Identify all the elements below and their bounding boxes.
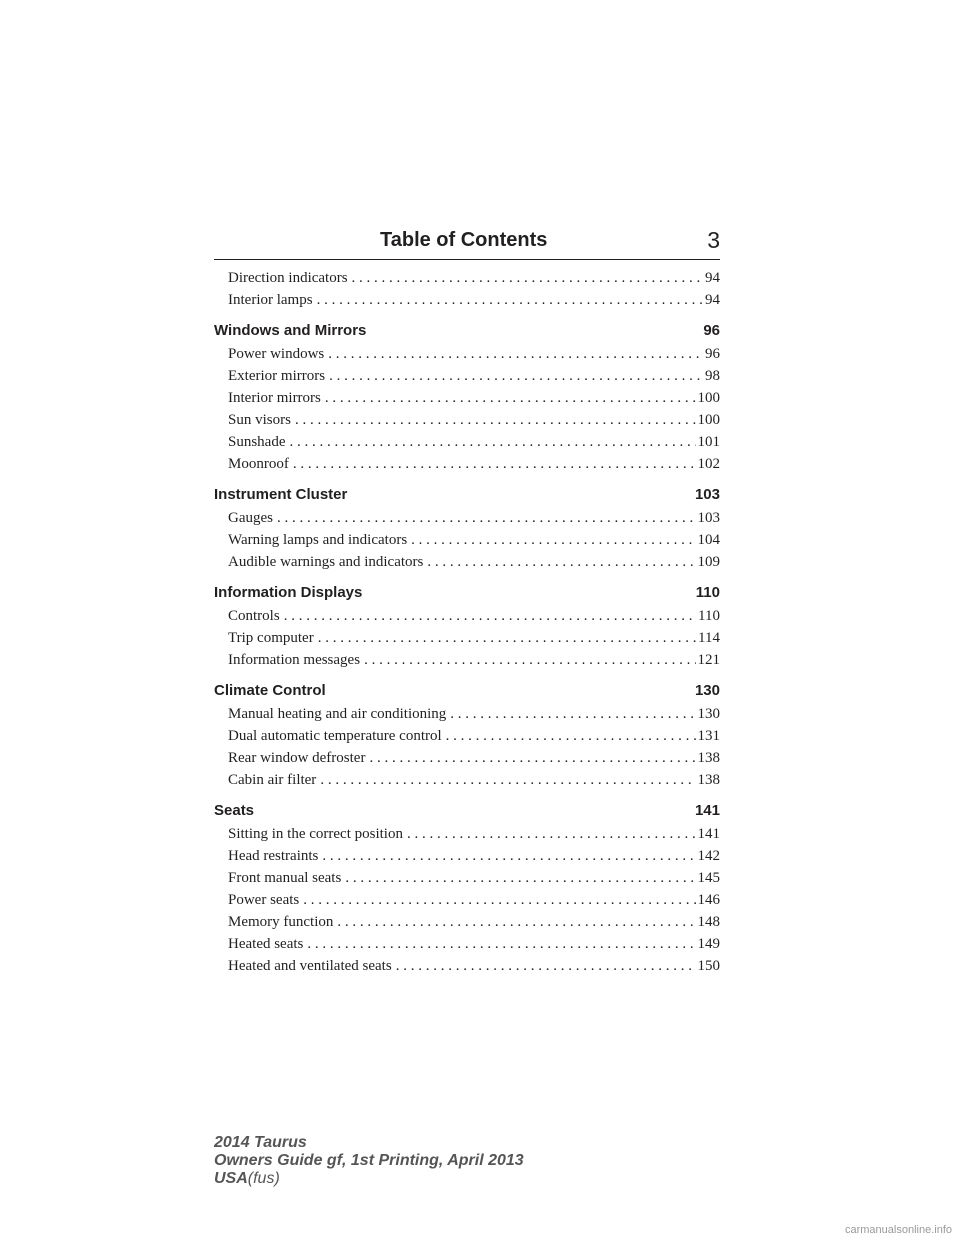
toc-entry[interactable]	[214, 431, 720, 453]
dot-leader	[446, 725, 696, 747]
entry-title: Heated seats	[228, 936, 304, 952]
entry-page: 131	[697, 728, 720, 744]
dot-leader	[329, 365, 703, 387]
dot-leader	[345, 867, 695, 889]
entry-title: Sunshade	[228, 434, 286, 450]
footer-edition: Owners Guide gf, 1st Printing, April 2013	[214, 1152, 524, 1169]
entry-title: Exterior mirrors	[228, 368, 326, 384]
dot-leader	[277, 507, 696, 529]
document-footer	[214, 1134, 524, 1188]
dot-leader	[317, 289, 703, 311]
section-title: Instrument Cluster	[214, 486, 348, 503]
footer-region-code: USA	[214, 1170, 248, 1187]
entry-page: 101	[697, 434, 720, 450]
entry-title: Information messages	[228, 652, 361, 668]
entry-page: 109	[697, 554, 720, 570]
toc-entry[interactable]	[214, 605, 720, 627]
dot-leader	[337, 911, 695, 933]
toc-entry[interactable]	[214, 889, 720, 911]
entry-title: Sitting in the correct position	[228, 826, 403, 842]
entry-page: 102	[697, 456, 720, 472]
toc-entry[interactable]	[214, 507, 720, 529]
dot-leader	[293, 453, 696, 475]
toc-entry[interactable]	[214, 823, 720, 845]
dot-leader	[427, 551, 695, 573]
entry-page: 145	[697, 870, 720, 886]
toc-section	[214, 319, 720, 475]
toc-entry[interactable]	[214, 289, 720, 311]
dot-leader	[364, 649, 695, 671]
entry-title: Heated and ventilated seats	[228, 958, 392, 974]
page-number: 3	[707, 227, 720, 253]
entry-title: Interior mirrors	[228, 390, 321, 406]
toc-entry[interactable]	[214, 649, 720, 671]
entry-title: Power seats	[228, 892, 300, 908]
entry-page: 110	[698, 608, 720, 624]
dot-leader	[290, 431, 696, 453]
toc-entry[interactable]	[214, 551, 720, 573]
entry-page: 94	[705, 270, 720, 286]
entry-title: Dual automatic temperature control	[228, 728, 442, 744]
toc-entry[interactable]	[214, 845, 720, 867]
toc-entry[interactable]	[214, 769, 720, 791]
toc-entry[interactable]	[214, 267, 720, 289]
entry-page: 142	[697, 848, 720, 864]
entry-title: Sun visors	[228, 412, 291, 428]
dot-leader	[284, 605, 696, 627]
entry-title: Gauges	[228, 510, 273, 526]
dot-leader	[303, 889, 695, 911]
section-heading[interactable]	[214, 319, 720, 343]
entry-title: Warning lamps and indicators	[228, 532, 408, 548]
dot-leader	[322, 845, 695, 867]
toc-entry[interactable]	[214, 453, 720, 475]
section-heading[interactable]	[214, 581, 720, 605]
section-heading[interactable]	[214, 679, 720, 703]
section-page: 110	[695, 584, 720, 601]
section-heading[interactable]	[214, 483, 720, 507]
entry-page: 138	[697, 750, 720, 766]
toc-section	[214, 267, 720, 311]
entry-title: Head restraints	[228, 848, 319, 864]
dot-leader	[307, 933, 695, 955]
toc-entry[interactable]	[214, 955, 720, 977]
entry-page: 104	[697, 532, 720, 548]
entry-page: 148	[697, 914, 720, 930]
entry-title: Memory function	[228, 914, 334, 930]
footer-region	[214, 1170, 524, 1188]
section-page: 141	[694, 802, 720, 819]
section-heading[interactable]	[214, 799, 720, 823]
toc-entry[interactable]	[214, 725, 720, 747]
entry-page: 150	[697, 958, 720, 974]
entry-title: Rear window defroster	[228, 750, 366, 766]
entry-page: 98	[705, 368, 720, 384]
dot-leader	[450, 703, 695, 725]
entry-title: Cabin air filter	[228, 772, 317, 788]
dot-leader	[411, 529, 695, 551]
entry-page: 146	[697, 892, 720, 908]
toc-entry[interactable]	[214, 343, 720, 365]
section-title: Seats	[214, 802, 255, 819]
toc-entry[interactable]	[214, 627, 720, 649]
toc-entry[interactable]	[214, 365, 720, 387]
section-page: 103	[694, 486, 720, 503]
section-title: Climate Control	[214, 682, 326, 699]
entry-page: 100	[697, 412, 720, 428]
entry-page: 149	[697, 936, 720, 952]
entry-page: 94	[705, 292, 720, 308]
toc-entry[interactable]	[214, 529, 720, 551]
toc-entry[interactable]	[214, 409, 720, 431]
toc-section	[214, 483, 720, 573]
entry-page: 138	[697, 772, 720, 788]
entry-page: 114	[698, 630, 720, 646]
entry-title: Trip computer	[228, 630, 314, 646]
footer-region-extra: (fus)	[247, 1170, 280, 1187]
dot-leader	[325, 387, 696, 409]
watermark: carmanualsonline.info	[844, 1224, 952, 1236]
entry-title: Front manual seats	[228, 870, 342, 886]
dot-leader	[352, 267, 703, 289]
toc-entry[interactable]	[214, 867, 720, 889]
toc-entry[interactable]	[214, 933, 720, 955]
page-title: Table of Contents	[380, 229, 548, 251]
entry-page: 96	[705, 346, 720, 362]
section-page: 96	[703, 322, 720, 339]
entry-title: Manual heating and air conditioning	[228, 706, 447, 722]
entry-title: Interior lamps	[228, 292, 313, 308]
entry-title: Audible warnings and indicators	[228, 554, 424, 570]
entry-page: 141	[697, 826, 720, 842]
dot-leader	[369, 747, 695, 769]
section-title: Windows and Mirrors	[214, 322, 367, 339]
entry-title: Direction indicators	[228, 270, 348, 286]
toc-entry[interactable]	[214, 387, 720, 409]
dot-leader	[328, 343, 703, 365]
toc-entry[interactable]	[214, 747, 720, 769]
footer-model: 2014 Taurus	[214, 1134, 307, 1151]
section-page: 130	[694, 682, 720, 699]
entry-title: Power windows	[228, 346, 325, 362]
entry-page: 130	[697, 706, 720, 722]
entry-title: Controls	[228, 608, 280, 624]
dot-leader	[396, 955, 696, 977]
entry-title: Moonroof	[228, 456, 289, 472]
section-title: Information Displays	[214, 584, 363, 601]
entry-page: 121	[697, 652, 720, 668]
dot-leader	[295, 409, 696, 431]
toc-entry[interactable]	[214, 911, 720, 933]
page-header	[214, 229, 720, 260]
toc-entry[interactable]	[214, 703, 720, 725]
entry-page: 100	[697, 390, 720, 406]
entry-page: 103	[697, 510, 720, 526]
dot-leader	[318, 627, 696, 649]
toc-section	[214, 581, 720, 671]
toc-section	[214, 679, 720, 791]
dot-leader	[320, 769, 695, 791]
toc-section	[214, 799, 720, 977]
table-of-contents	[214, 267, 720, 979]
dot-leader	[407, 823, 696, 845]
